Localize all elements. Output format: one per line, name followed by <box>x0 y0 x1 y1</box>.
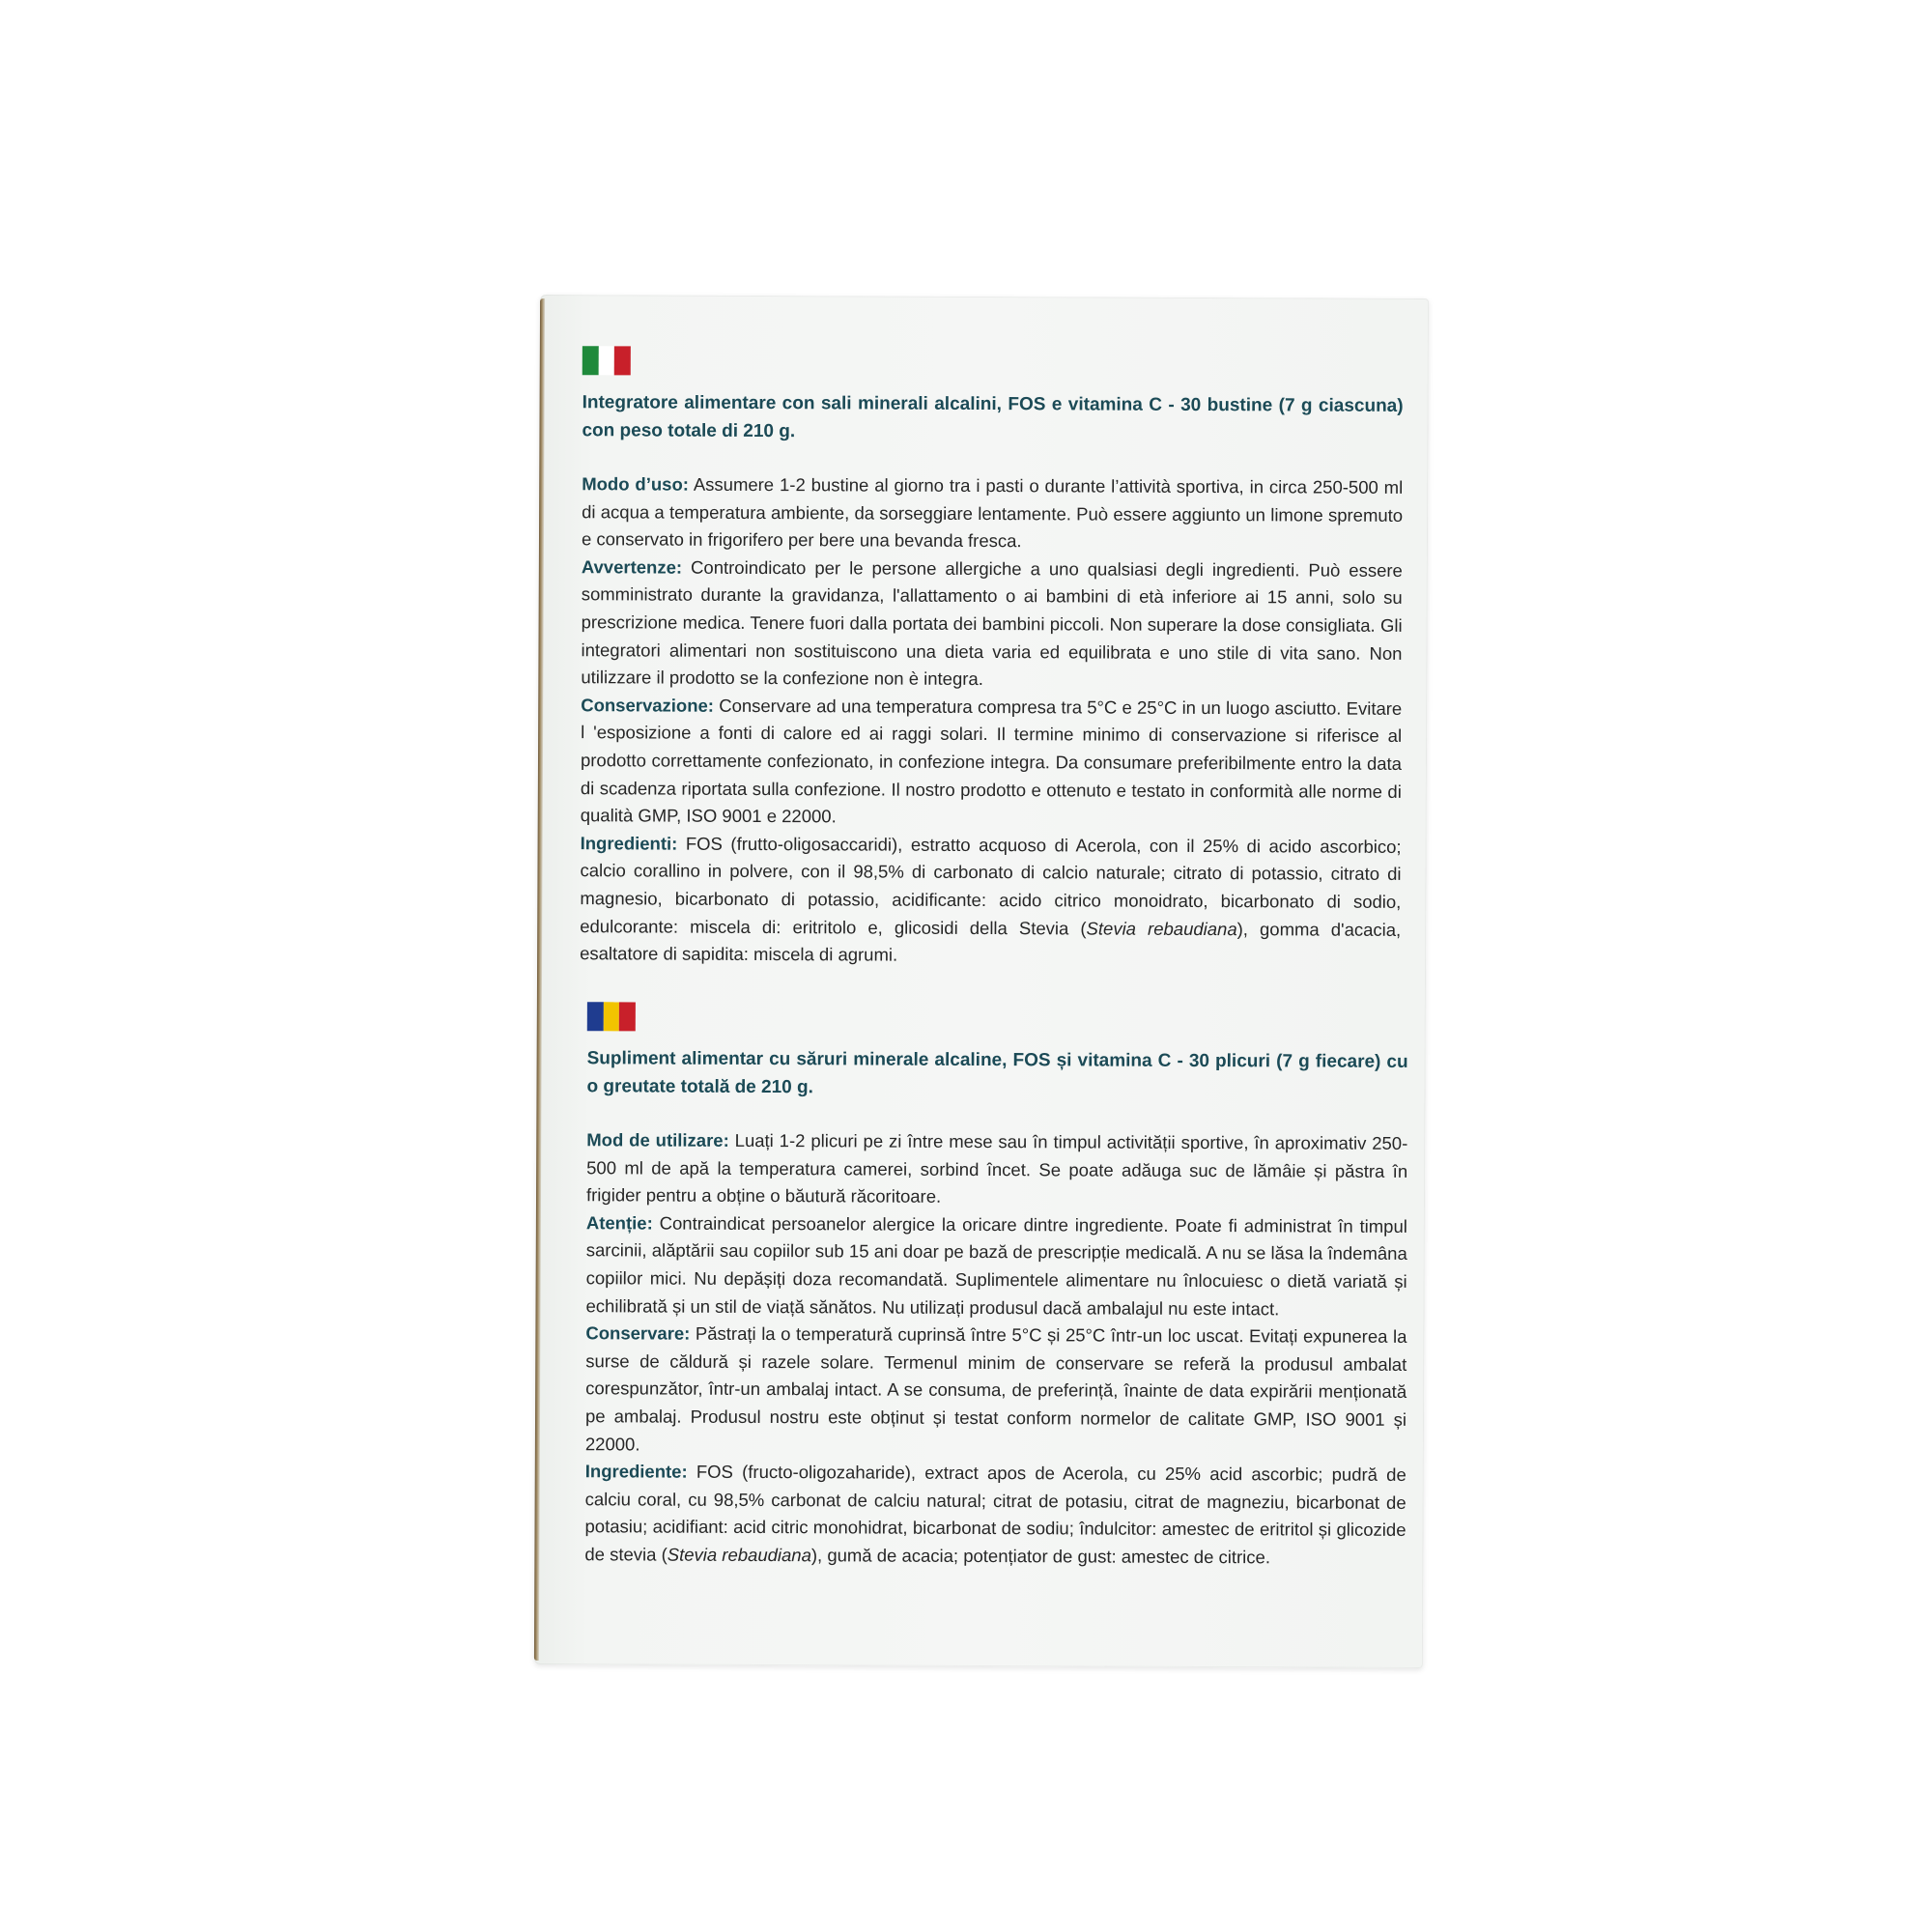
italian-flag-icon <box>582 346 631 375</box>
romanian-section <box>584 1002 1408 1572</box>
italian-storage-text: Conservare ad una temperatura compresa tra 5°C e 25°C in un luogo asciutto. Evitare l 'esposizione a fonti di calore ed ai raggi solari. Il termine minimo di conservazione si riferisce al prodotto correttamente confezionato, in confezione integra. Da consumare preferibilmente entro la data di scadenza riportata sulla confezione. Il nostro prodotto e ottenuto e testato in conformità alle norme di qualità GMP, ISO 9001 e 22000. <box>580 695 1403 827</box>
flag-stripe-1 <box>582 346 599 375</box>
romanian-ingredients-text-1: FOS (fructo-oligozaharide), extract apos de Acerola, cu 25% acid ascorbic; pudră de calciu coral, cu 98,5% carbonat de calciu natural; citrat de potasiu, citrat de magneziu, bicarbonat de potasiu; acidifiant: acid citric monohidrat, bicarbonat de sodiu; îndulcitor: amestec de eritritol și glicozide de stevia ( <box>584 1461 1406 1565</box>
flag-stripe-1 <box>587 1002 604 1031</box>
italian-usage-text: Assumere 1-2 bustine al giorno tra i pasti o durante l’attività sportiva, in circa 250-500 ml di acqua a temperatura ambiente, da sorseggiare lentamente. Può essere aggiunto un limone spremuto e conservato in frigorifero per bere una bevanda fresca. <box>581 473 1404 552</box>
romanian-usage-paragraph <box>586 1126 1407 1212</box>
italian-storage-label: Conservazione: <box>581 694 715 716</box>
flag-stripe-2 <box>603 1002 619 1031</box>
romanian-usage-text: Luați 1-2 plicuri pe zi între mese sau în timpul activității sportive, în aproximativ 250-500 ml de apă la temperatura camerei, sorbind încet. Se poate adăuga suc de lămâie și păstra în frigider pentru a obține o băutură răcoritoare. <box>585 1129 1408 1208</box>
romanian-storage-text: Păstrați la o temperatură cuprinsă între 5°C și 25°C într-un loc uscat. Evitați expunerea la surse de căldură și razele solare. Termenul minim de conservare se referă la produsul ambalat corespunzător, într-un ambalaj intact. A se consuma, de preferință, înainte de data expirării menționată pe ambalaj. Produsul nostru este obținut și testat conform normelor de calitate GMP, ISO 9001 și 22000. <box>584 1322 1407 1454</box>
italian-ingredients-italic: Stevia rebaudiana <box>1086 917 1237 939</box>
italian-warnings-label: Avvertenze: <box>581 555 683 578</box>
romanian-ingredients-label: Ingrediente: <box>584 1461 688 1482</box>
romanian-ingredients-paragraph <box>584 1458 1406 1572</box>
italian-ingredients-paragraph <box>580 830 1402 972</box>
romanian-warnings-paragraph <box>585 1209 1406 1323</box>
box-side-edge <box>534 298 545 1661</box>
product-box-back-panel <box>534 295 1429 1668</box>
romanian-warnings-text: Contraindicat persoanelor alergice la oricare dintre ingrediente. Poate fi administrat în timpul sarcinii, alăptării sau copiilor sub 15 ani doar pe bază de prescripție medicală. A nu se lăsa la îndemâna copiilor mici. Nu depășiți doza recomandată. Suplimentele alimentare nu înlocuiesc o dietă variată și echilibrată și un stil de viață sănătos. Nu utilizați produsul dacă ambalajul nu este intact. <box>585 1212 1407 1319</box>
flag-stripe-3 <box>619 1002 636 1031</box>
romanian-ingredients-text-2: ), gumă de acacia; potențiator de gust: amestec de citrice. <box>810 1545 1271 1568</box>
italian-usage-paragraph <box>582 470 1403 556</box>
flag-stripe-3 <box>614 346 631 375</box>
romanian-ingredients-italic: Stevia rebaudiana <box>667 1544 811 1566</box>
italian-headline: Integratore alimentare con sali minerali alcalini, FOS e vitamina C - 30 bustine (7 g ciascuna) con peso totale di 210 g. <box>582 392 1404 442</box>
italian-section <box>580 346 1404 971</box>
italian-storage-paragraph <box>581 692 1403 834</box>
romanian-headline: Supliment alimentar cu săruri minerale alcaline, FOS și vitamina C - 30 plicuri (7 g fiecare) cu o greutate totală de 210 g. <box>586 1048 1408 1098</box>
italian-ingredients-text-1: FOS (frutto-oligosaccaridi), estratto acquoso di Acerola, con il 25% di acido ascorbico; calcio corallino in polvere, con il 98,5% di carbonato di calcio naturale; citrato di potassio, citrato di magnesio, bicarbonato di potassio, acidificante: acido citrico monoidrato, bicarbonato di sodio, edulcorante: miscela di: eritritolo e, glicosidi della Stevia ( <box>580 833 1402 938</box>
italian-warnings-paragraph <box>581 554 1403 696</box>
italian-ingredients-text-2: ), gomma d'acacia, esaltatore di sapidita: miscela di agrumi. <box>580 918 1402 965</box>
italian-usage-label: Modo d’uso: <box>582 473 690 495</box>
flag-stripe-2 <box>598 346 614 375</box>
italian-ingredients-label: Ingredienti: <box>580 832 678 854</box>
italian-warnings-text: Controindicato per le persone allergiche a uno qualsiasi degli ingredienti. Può essere somministrato durante la gravidanza, l'allattamento o ai bambini di età inferiore ai 15 anni, solo su prescrizione medica. Tenere fuori dalla portata dei bambini piccoli. Non superare la dose consigliata. Gli integratori alimentari non sostituiscono una dieta varia ed equilibrata e uno stile di vita sano. Non utilizzare il prodotto se la confezione non è integra. <box>581 556 1403 690</box>
romanian-usage-label: Mod de utilizare: <box>586 1129 729 1151</box>
romanian-flag-icon <box>587 1002 636 1031</box>
romanian-warnings-label: Atenție: <box>585 1211 653 1234</box>
romanian-storage-label: Conservare: <box>585 1322 691 1344</box>
romanian-storage-paragraph <box>585 1320 1407 1462</box>
